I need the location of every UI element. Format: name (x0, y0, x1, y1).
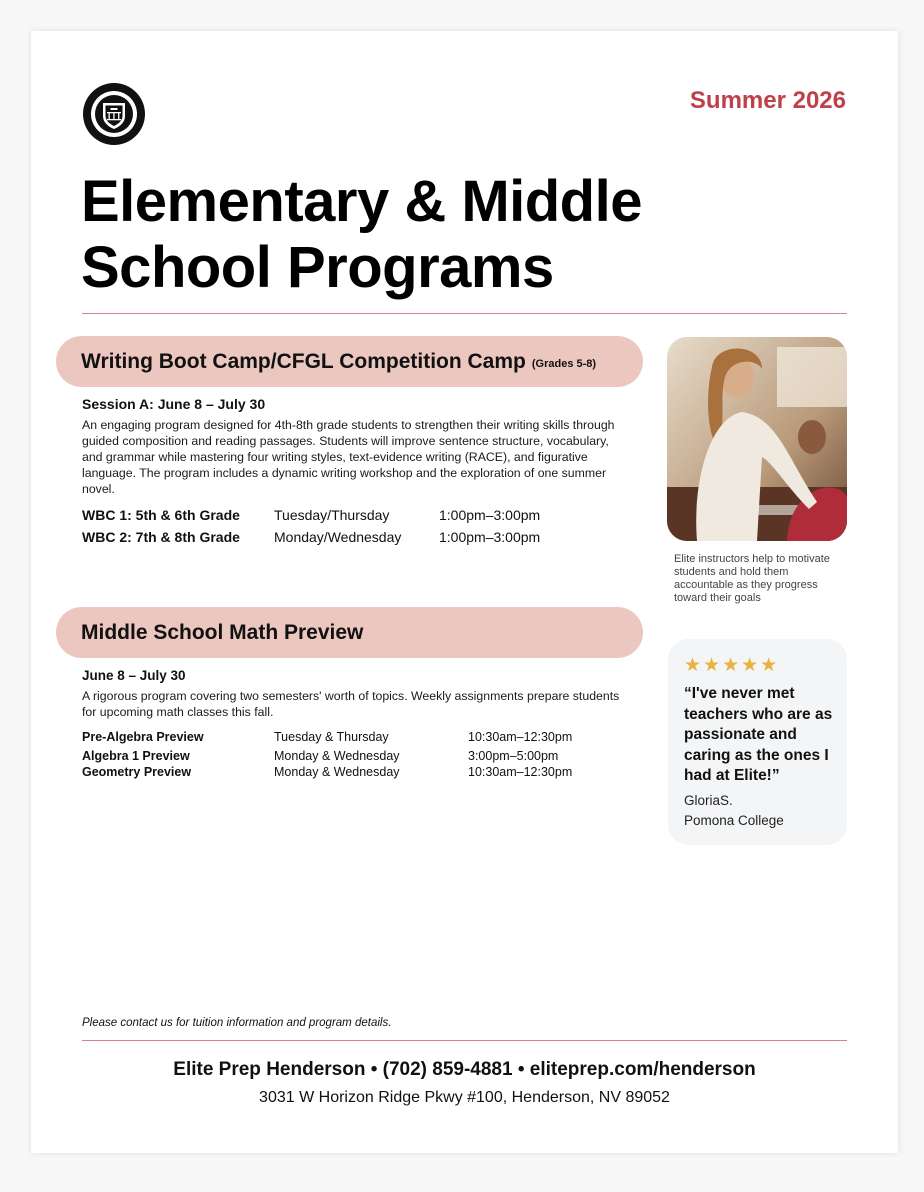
class-time: 1:00pm–3:00pm (439, 507, 541, 523)
class-name: Algebra 1 Preview (82, 749, 190, 763)
season-label: Summer 2026 (689, 87, 846, 114)
class-name: Geometry Preview (82, 765, 192, 779)
math-section-banner (56, 607, 643, 658)
class-days: Monday/Wednesday (274, 529, 402, 545)
page-title (81, 169, 642, 301)
rating-stars: ★★★★★ (684, 655, 780, 676)
class-name: WBC 1: 5th & 6th Grade (82, 507, 240, 523)
shield-crest-icon (83, 83, 145, 145)
writing-session-dates: Session A: June 8 – July 30 (82, 396, 266, 412)
class-name: WBC 2: 7th & 8th Grade (82, 529, 240, 545)
tuition-note: Please contact us for tuition information and program details. (82, 1017, 392, 1029)
writing-section-grades: (Grades 5-8) (531, 357, 597, 370)
class-days: Tuesday/Thursday (274, 507, 390, 523)
class-name: Pre-Algebra Preview (82, 730, 204, 744)
math-section-title: Middle School Math Preview (81, 620, 364, 644)
class-time: 10:30am–12:30pm (468, 765, 573, 779)
class-time: 3:00pm–5:00pm (468, 749, 559, 763)
testimonial-author: GloriaS. (684, 792, 733, 808)
math-session-dates: June 8 – July 30 (82, 668, 186, 683)
classroom-photo (667, 337, 847, 541)
writing-section-banner (56, 336, 643, 387)
testimonial-card (668, 639, 847, 845)
class-days: Monday & Wednesday (274, 765, 400, 779)
title-line-1: Elementary & Middle (81, 169, 642, 234)
testimonial-quote: “I've never met teachers who are as passionate and caring as the ones I had at Elite!” (684, 685, 833, 784)
title-line-2: School Programs (81, 235, 554, 300)
writing-description: An engaging program designed for 4th-8th grade students to strengthen their writing skills through guided composition and reading passages. Students will improve sentence structure, vocabulary, and grammar while mastering four writing styles, text-evidence writing (RACE), and figurative language. The program includes a dynamic writing workshop and the exploration of one summer novel. (82, 418, 615, 496)
contact-line: Elite Prep Henderson • (702) 859-4881 • eliteprep.com/henderson (173, 1059, 756, 1080)
class-time: 10:30am–12:30pm (468, 730, 573, 744)
class-time: 1:00pm–3:00pm (439, 529, 541, 545)
testimonial-school: Pomona College (684, 812, 784, 828)
address-line: 3031 W Horizon Ridge Pkwy #100, Henderson, NV 89052 (259, 1089, 670, 1106)
class-days: Monday & Wednesday (274, 749, 400, 763)
divider (82, 313, 847, 314)
flyer-page (31, 31, 898, 1153)
math-description: A rigorous program covering two semesters' worth of topics. Weekly assignments prepare students for upcoming math classes this fall. (82, 689, 620, 719)
class-days: Tuesday & Thursday (274, 730, 389, 744)
photo-caption: Elite instructors help to motivate students and hold them accountable as they progress toward their goals (674, 553, 830, 604)
divider (82, 1040, 847, 1041)
writing-section-title: Writing Boot Camp/CFGL Competition Camp (81, 349, 526, 373)
